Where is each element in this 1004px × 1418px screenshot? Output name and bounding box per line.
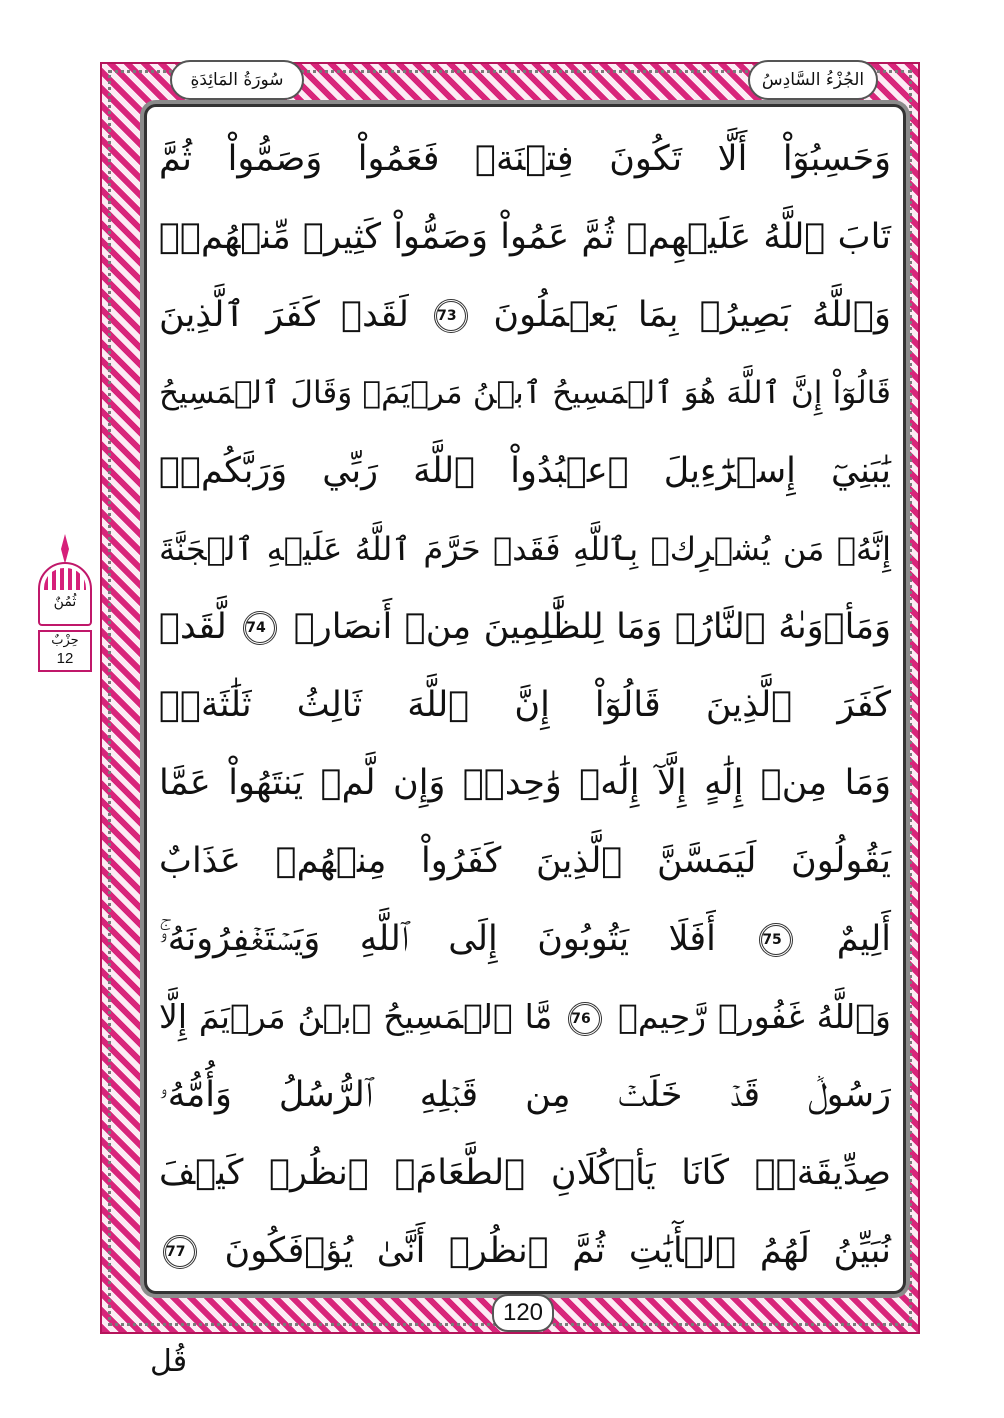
hizb-label-box — [38, 630, 92, 672]
surah-title: سُورَةُ المَائِدَةِ — [170, 60, 304, 100]
text-panel — [144, 104, 906, 1294]
line-text-before: وَٱللَّهُ بَصِيرُۢ بِمَا يَعۡمَلُونَ — [493, 295, 891, 335]
verse-line-14: صِدِّيقَةٞۖ كَانَا يَأۡكُلَانِ ٱلطَّعَامَۗ ٱنظُرۡ كَيۡفَ — [159, 1153, 891, 1193]
verse-line-13: رَسُولٞ قَدۡ خَلَتۡ مِن قَبۡلِهِ ٱلرُّسُلُ وَأُمُّهُۥ — [159, 1075, 891, 1115]
page-number: 120 — [492, 1294, 554, 1332]
text-frame — [140, 100, 910, 1298]
ayah-marker: 74 — [243, 611, 277, 645]
ayah-marker: 77 — [163, 1235, 197, 1269]
verse-line-10: يَقُولُونَ لَيَمَسَّنَّ ٱلَّذِينَ كَفَرُواْ مِنۡهُمۡ عَذَابٌ — [159, 841, 891, 881]
hizb-word: حِزْبٌ — [51, 633, 79, 648]
verse-line-8: كَفَرَ ٱلَّذِينَ قَالُوٓاْ إِنَّ ٱللَّهَ ثَالِثُ ثَلَٰثَةٖۘ — [159, 685, 891, 725]
verse-line-2: تَابَ ٱللَّهُ عَلَيۡهِمۡ ثُمَّ عَمُواْ وَصَمُّواْ كَثِيرٞ مِّنۡهُمۡۚ — [159, 217, 891, 257]
line-text-after: لَقَدۡ كَفَرَ ٱلَّذِينَ — [159, 295, 409, 335]
hizb-arch — [38, 562, 92, 626]
verse-line-7 — [159, 587, 891, 667]
verse-line-11 — [159, 899, 891, 979]
line-text-after: مَّا ٱلۡمَسِيحُ ٱبۡنُ مَرۡيَمَ إِلَّا — [159, 997, 553, 1036]
verse-line-15 — [159, 1211, 891, 1291]
verse-line-6: إِنَّهُۥ مَن يُشۡرِكۡ بِٱللَّهِ فَقَدۡ حَرَّمَ ٱللَّهُ عَلَيۡهِ ٱلۡجَنَّةَ — [159, 530, 891, 568]
verse-line-3 — [159, 275, 891, 355]
line-text-after: لَّقَدۡ — [159, 607, 227, 647]
line-text-before: أَلِيمٌ — [836, 919, 891, 959]
verse-line-12 — [159, 977, 891, 1057]
verse-line-9: وَمَا مِنۡ إِلَٰهٍ إِلَّآ إِلَٰهٞ وَٰحِدٞۚ وَإِن لَّمۡ يَنتَهُواْ عَمَّا — [159, 763, 891, 803]
catchword: قُل — [150, 1344, 188, 1379]
ayah-marker: 73 — [434, 299, 468, 333]
verse-line-1: وَحَسِبُوٓاْ أَلَّا تَكُونَ فِتۡنَةٞ فَعَمُواْ وَصَمُّواْ ثُمَّ — [159, 139, 891, 179]
hizb-number: 12 — [56, 650, 74, 667]
verse-line-5: يَٰبَنِيٓ إِسۡرَٰٓءِيلَ ٱعۡبُدُواْ ٱللَّهَ رَبِّي وَرَبَّكُمۡۖ — [159, 451, 891, 491]
hizb-marker — [38, 534, 92, 680]
ayah-marker: 76 — [568, 1002, 602, 1036]
hizb-ornament-icon — [61, 534, 69, 564]
line-text-before: وَمَأۡوَىٰهُ ٱلنَّارُۖ وَمَا لِلظَّٰلِمِينَ مِنۡ أَنصَارٖ — [293, 607, 891, 647]
line-text-after: أَفَلَا يَتُوبُونَ إِلَى ٱللَّهِ وَيَسۡتَغۡفِرُونَهُۥۚ — [159, 919, 716, 959]
hizb-fraction: ثُمُنٌ — [53, 594, 77, 610]
juz-title: الجُزْءُ السَّادِسُ — [748, 60, 878, 100]
line-text-before: وَٱللَّهُ غَفُورٞ رَّحِيمٞ — [618, 997, 891, 1036]
verse-line-4: قَالُوٓاْ إِنَّ ٱللَّهَ هُوَ ٱلۡمَسِيحُ ٱبۡنُ مَرۡيَمَۖ وَقَالَ ٱلۡمَسِيحُ — [159, 375, 891, 411]
ayah-marker: 75 — [759, 923, 793, 957]
line-text-before: نُبَيِّنُ لَهُمُ ٱلۡأٓيَٰتِ ثُمَّ ٱنظُرۡ أَنَّىٰ يُؤۡفَكُونَ — [224, 1231, 891, 1271]
